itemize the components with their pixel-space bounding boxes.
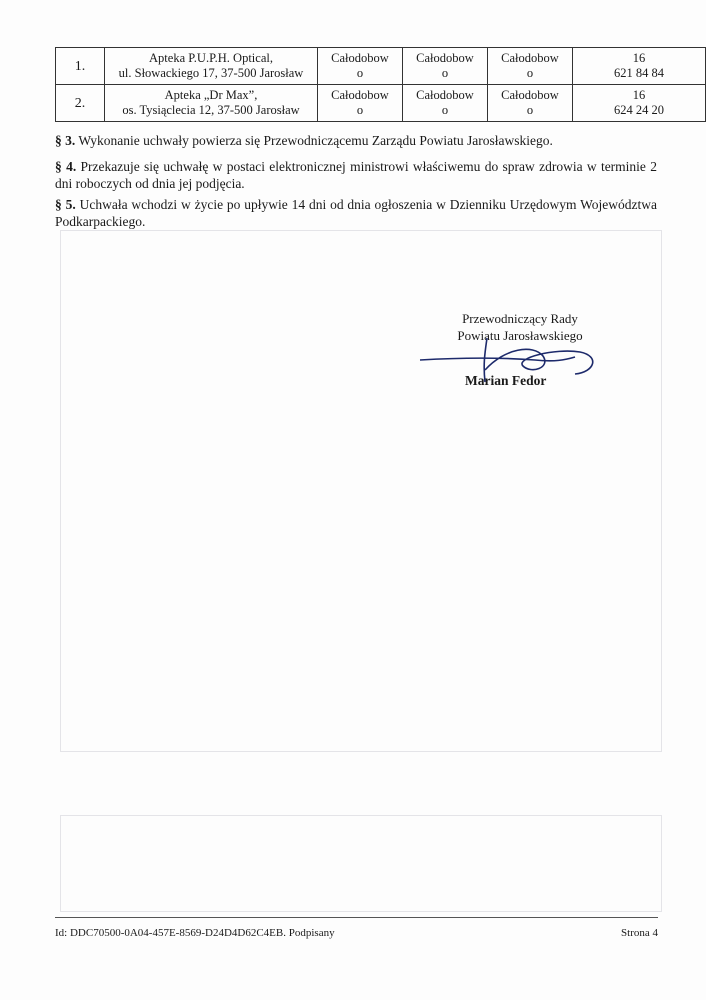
opening-hours-cell xyxy=(488,48,573,85)
bleed-through-table-lower xyxy=(60,815,662,912)
signature-title-line1: Przewodniczący Rady xyxy=(462,311,578,326)
opening-hours-cell xyxy=(488,85,573,122)
signatory-name: Marian Fedor xyxy=(465,373,547,388)
signature-title-line2: Powiatu Jarosławskiego xyxy=(457,328,583,343)
paragraph-5 xyxy=(55,196,657,230)
hours-text: Całodobow o xyxy=(331,88,389,117)
pharmacy-name-address: Apteka P.U.P.H. Optical, ul. Słowackiego 17, 37-500 Jarosław xyxy=(105,48,318,85)
paragraph-text: Przekazuje się uchwałę w postaci elektronicznej ministrowi właściwemu do spraw zdrowia w terminie 2 dni roboczych od dnia jej podjęcia. xyxy=(55,159,657,191)
paragraph-mark: § 3. xyxy=(55,133,76,148)
hours-text: Całodobow o xyxy=(501,51,559,80)
pharmacy-table xyxy=(55,47,706,122)
paragraph-mark: § 4. xyxy=(55,159,77,174)
paragraph-3 xyxy=(55,132,657,149)
bleed-through-table xyxy=(60,230,662,752)
page-number: Strona 4 xyxy=(621,927,658,939)
row-number: 1. xyxy=(56,48,105,85)
footer-divider xyxy=(55,917,658,918)
opening-hours-cell xyxy=(403,48,488,85)
hours-text: Całodobow o xyxy=(416,51,474,80)
phone-number: 16 621 84 84 xyxy=(573,48,706,85)
pharmacy-name-address: Apteka „Dr Max”, os. Tysiąclecia 12, 37-500 Jarosław xyxy=(105,85,318,122)
row-number: 2. xyxy=(56,85,105,122)
hours-text: Całodobow o xyxy=(416,88,474,117)
document-id: Id: DDC70500-0A04-457E-8569-D24D4D62C4EB. Podpisany xyxy=(55,927,335,939)
paragraph-mark: § 5. xyxy=(55,197,76,212)
opening-hours-cell xyxy=(403,85,488,122)
paragraph-text: Uchwała wchodzi w życie po upływie 14 dni od dnia ogłoszenia w Dzienniku Urzędowym Województwa Podkarpackiego. xyxy=(55,197,658,229)
hours-text: Całodobow o xyxy=(331,51,389,80)
hours-text: Całodobow o xyxy=(501,88,559,117)
paragraph-text: Wykonanie uchwały powierza się Przewodniczącemu Zarządu Powiatu Jarosławskiego. xyxy=(75,133,553,148)
paragraph-4 xyxy=(55,158,657,192)
opening-hours-cell xyxy=(318,85,403,122)
opening-hours-cell xyxy=(318,48,403,85)
table-row xyxy=(56,48,706,85)
table-row xyxy=(56,85,706,122)
phone-number: 16 624 24 20 xyxy=(573,85,706,122)
